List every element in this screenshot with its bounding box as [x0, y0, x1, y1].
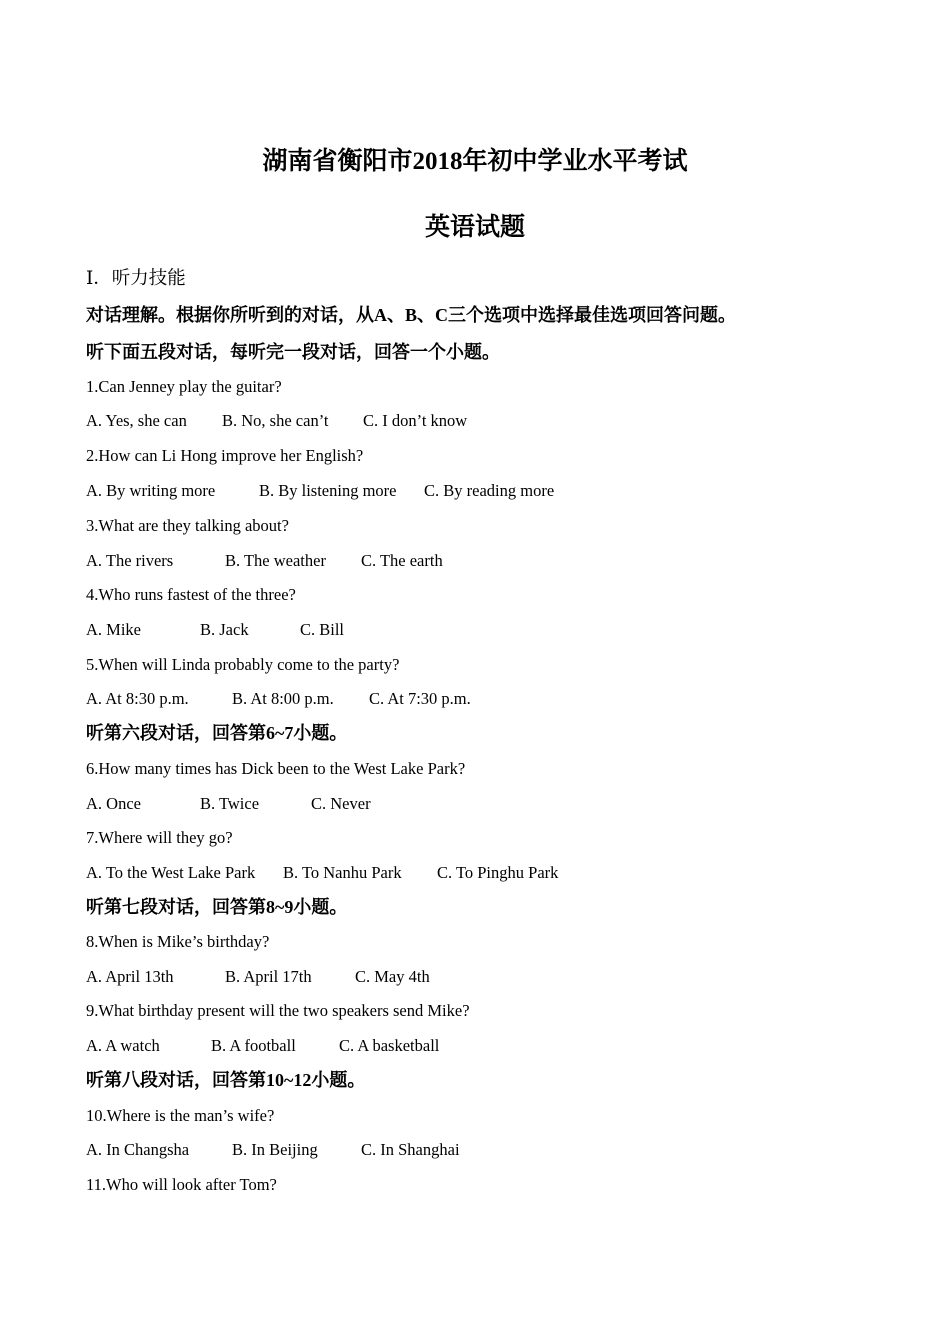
question-5: 5.When will Linda probably come to the party?	[86, 655, 400, 674]
question-11: 11.Who will look after Tom?	[86, 1175, 277, 1194]
option-c: C. Bill	[300, 620, 345, 639]
option-a: A. April 13th	[86, 967, 174, 986]
option-b: B. At 8:00 p.m.	[232, 689, 334, 708]
instruction-2: 听下面五段对话，每听完一段对话，回答一个小题。	[86, 342, 500, 362]
option-c: C. I don’t know	[363, 411, 468, 430]
section-heading: Ⅰ．听力技能	[86, 269, 186, 289]
option-a: A. A watch	[86, 1036, 160, 1055]
option-b: B. April 17th	[225, 967, 312, 986]
option-c: C. By reading more	[424, 481, 555, 500]
option-a: A. Mike	[86, 620, 141, 639]
question-8: 8.When is Mike’s birthday?	[86, 932, 270, 951]
option-c: C. In Shanghai	[361, 1140, 460, 1159]
option-a: A. Yes, she can	[86, 411, 187, 430]
option-a: A. To the West Lake Park	[86, 863, 256, 882]
question-2: 2.How can Li Hong improve her English?	[86, 446, 364, 465]
option-a: A. By writing more	[86, 481, 216, 500]
option-c: C. The earth	[361, 551, 443, 570]
question-3: 3.What are they talking about?	[86, 516, 289, 535]
option-c: C. A basketball	[339, 1036, 440, 1055]
question-7: 7.Where will they go?	[86, 828, 233, 847]
option-a: A. Once	[86, 794, 141, 813]
option-a: A. At 8:30 p.m.	[86, 689, 189, 708]
option-c: C. May 4th	[355, 967, 430, 986]
option-b: B. By listening more	[259, 481, 397, 500]
option-c: C. Never	[311, 794, 371, 813]
question-9: 9.What birthday present will the two speakers send Mike?	[86, 1001, 470, 1020]
exam-title: 湖南省衡阳市2018年初中学业水平考试	[262, 148, 688, 175]
question-10: 10.Where is the man’s wife?	[86, 1106, 275, 1125]
option-b: B. No, she can’t	[222, 411, 329, 430]
part8-heading: 听第八段对话，回答第10~12小题。	[86, 1070, 366, 1090]
option-b: B. A football	[211, 1036, 296, 1055]
instruction-1: 对话理解。根据你所听到的对话，从A、B、C三个选项中选择最佳选项回答问题。	[86, 305, 737, 325]
question-6: 6.How many times has Dick been to the West Lake Park?	[86, 759, 466, 778]
option-b: B. Jack	[200, 620, 249, 639]
option-b: B. To Nanhu Park	[283, 863, 402, 882]
part7-heading: 听第七段对话，回答第8~9小题。	[86, 897, 348, 917]
question-1: 1.Can Jenney play the guitar?	[86, 377, 282, 396]
option-a: A. In Changsha	[86, 1140, 190, 1159]
option-b: B. Twice	[200, 794, 260, 813]
exam-subtitle: 英语试题	[424, 214, 525, 241]
part6-heading: 听第六段对话，回答第6~7小题。	[86, 723, 348, 743]
option-c: C. To Pinghu Park	[437, 863, 559, 882]
option-b: B. In Beijing	[232, 1140, 318, 1159]
option-b: B. The weather	[225, 551, 326, 570]
option-c: C. At 7:30 p.m.	[369, 689, 471, 708]
question-4: 4.Who runs fastest of the three?	[86, 585, 296, 604]
option-a: A. The rivers	[86, 551, 174, 570]
